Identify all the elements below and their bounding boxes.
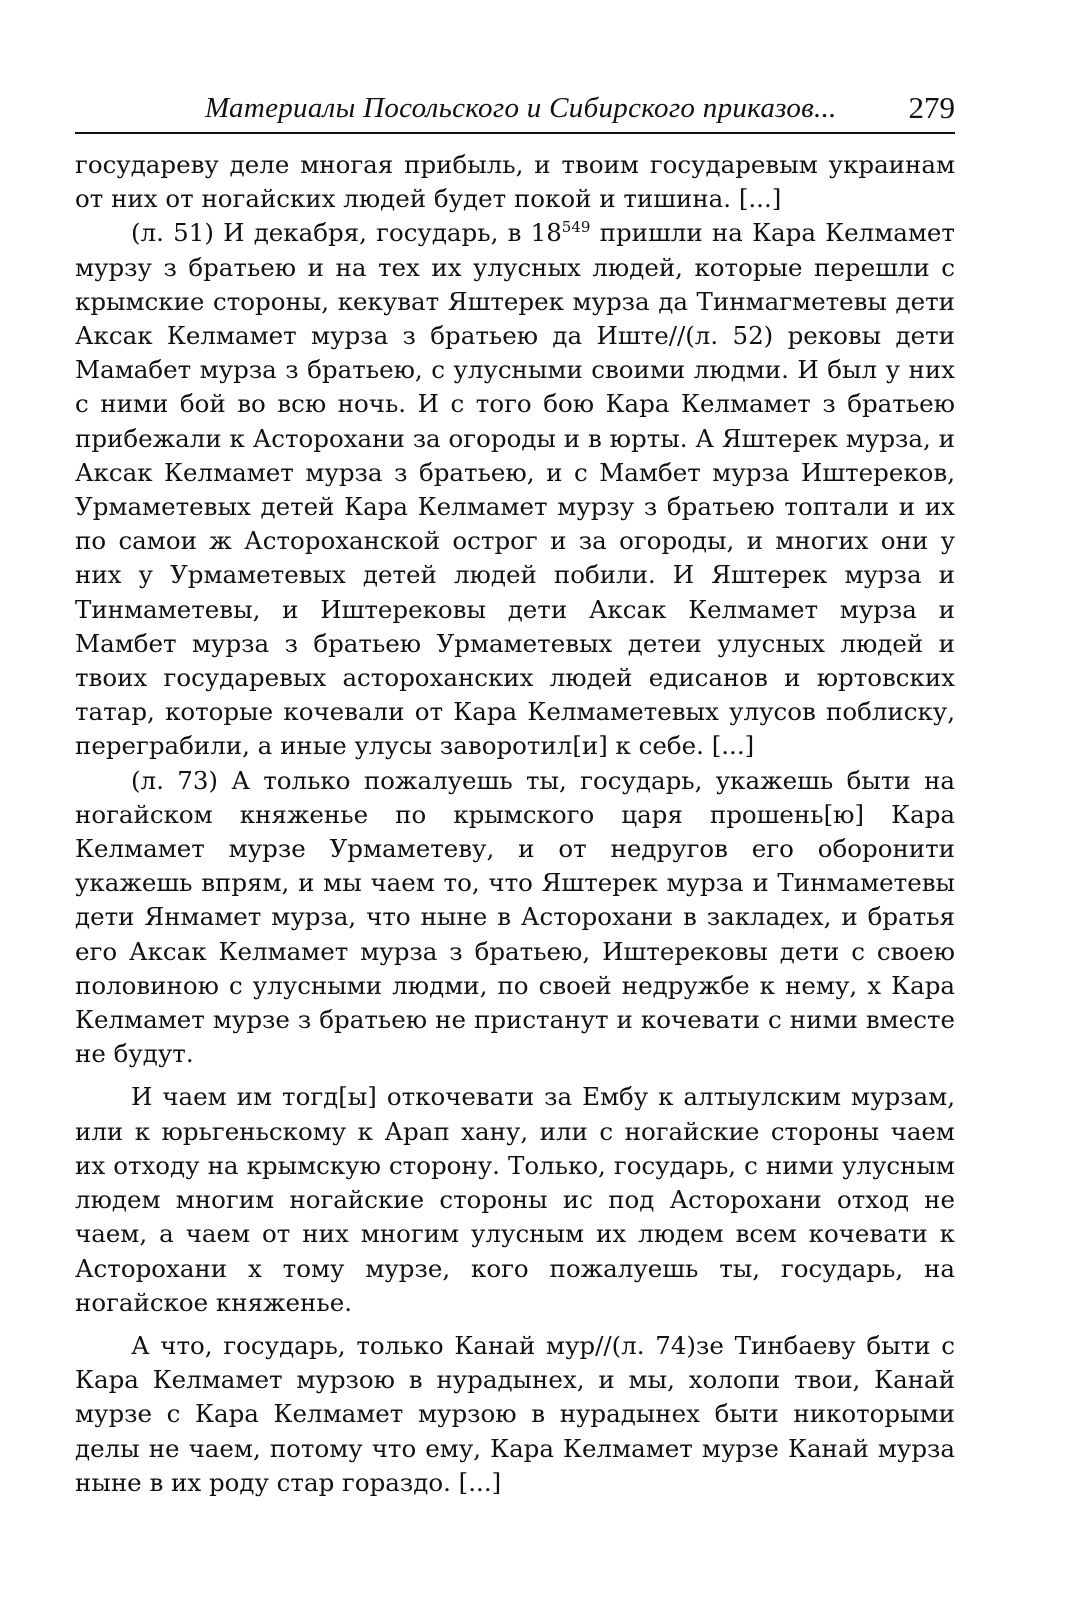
running-title: Материалы Посольского и Сибирского приказов...: [205, 92, 837, 124]
body-text: [75, 148, 955, 1500]
paragraph-5-text: А что, государь, только Канай мур//(л. 74)зе Тинбаеву быти с Кара Келмамет мурзою в нурадынех, и мы, холопи твои, Канай мурзе с Кара Келмамет мурзою в нурадынех быти никоторыми делы не чаем, потому что ему, Кара Келмамет мурзе Канай мурза ныне в их роду стар гораздо. [...]: [75, 1330, 955, 1497]
paragraph-5: [75, 1329, 955, 1500]
paragraph-4: [75, 1080, 955, 1319]
paragraph-2: [75, 216, 955, 763]
paragraph-1: [75, 148, 955, 216]
page-number: 279: [908, 90, 955, 125]
running-header: [75, 92, 955, 134]
paragraph-3: [75, 764, 955, 1072]
paragraph-1-text: государеву деле многая прибыль, и твоим государевым украинам от них от ногайских людей будет покой и тишина. [...]: [75, 150, 955, 214]
footnote-marker-549: 549: [561, 218, 591, 237]
paragraph-2-text-rest: пришли на Кара Келмамет мурзу з братьею и на тех их улусных людей, которые перешли с крымские стороны, кекуват Яштерек мурза да Тинмагметевы дети Аксак Келмамет мурза з братьею да Иште//(л. 52) рековы дети Мамабет мурза з братьею, с улусными своими людми. И был у них с ними бой во всю ночь. И с того бою Кара Келмамет з братьею прибежали к Асторохани за огороды и в юрты. А Яштерек мурза, и Аксак Келмамет мурза з братьею, и с Мамбет мурза Иштереков, Урмаметевых детей Кара Келмамет мурзу з братьею топтали и их по самои ж Астороханской острог и за огороды, и многих они у них у Урмаметевых детей людей побили. И Яштерек мурза и Тинмаметевы, и Иштерековы дети Аксак Келмамет мурза и Мамбет мурза з братьею Урмаметевых детеи улусных людей и твоих государевых астороханских людей едисанов и юртовских татар, которые кочевали от Кара Келмаметевых улусов поблиску, перeграбили, а иные улусы заворотил[и] к себе. [...]: [75, 218, 955, 761]
paragraph-4-text: И чаем им тогд[ы] откочевати за Ембу к алтыулским мурзам, или к юрьгеньскому к Арап хану, или с ногайские стороны чаем их отходу на крымскую сторону. Только, государь, с ними улусным людем многим ногайские стороны ис под Асторохани отход не чаем, а чаем от них многим улусным их людем всем кочевати к Асторохани х тому мурзе, кого пожалуешь ты, государь, на ногайское княженье.: [75, 1082, 955, 1317]
paragraph-2-text-start: (л. 51) И декабря, государь, в 18: [131, 218, 562, 248]
paragraph-3-text: (л. 73) А только пожалуешь ты, государь, укажешь быти на ногайском княженье по крымского царя прошень[ю] Кара Келмамет мурзе Урмаметеву, и от недругов его оборонити укажешь впрям, и мы чаем то, что Яштерек мурза и Тинмаметевы дети Янмамет мурза, что ныне в Асторохани в закладех, и братья его Аксак Келмамет мурза з братьею, Иштерековы дети с своею половиною с улусными людми, по своей недружбе к нему, х Кара Келмамет мурзе з братьею не пристанут и кочевати с ними вместе не будут.: [75, 765, 955, 1069]
